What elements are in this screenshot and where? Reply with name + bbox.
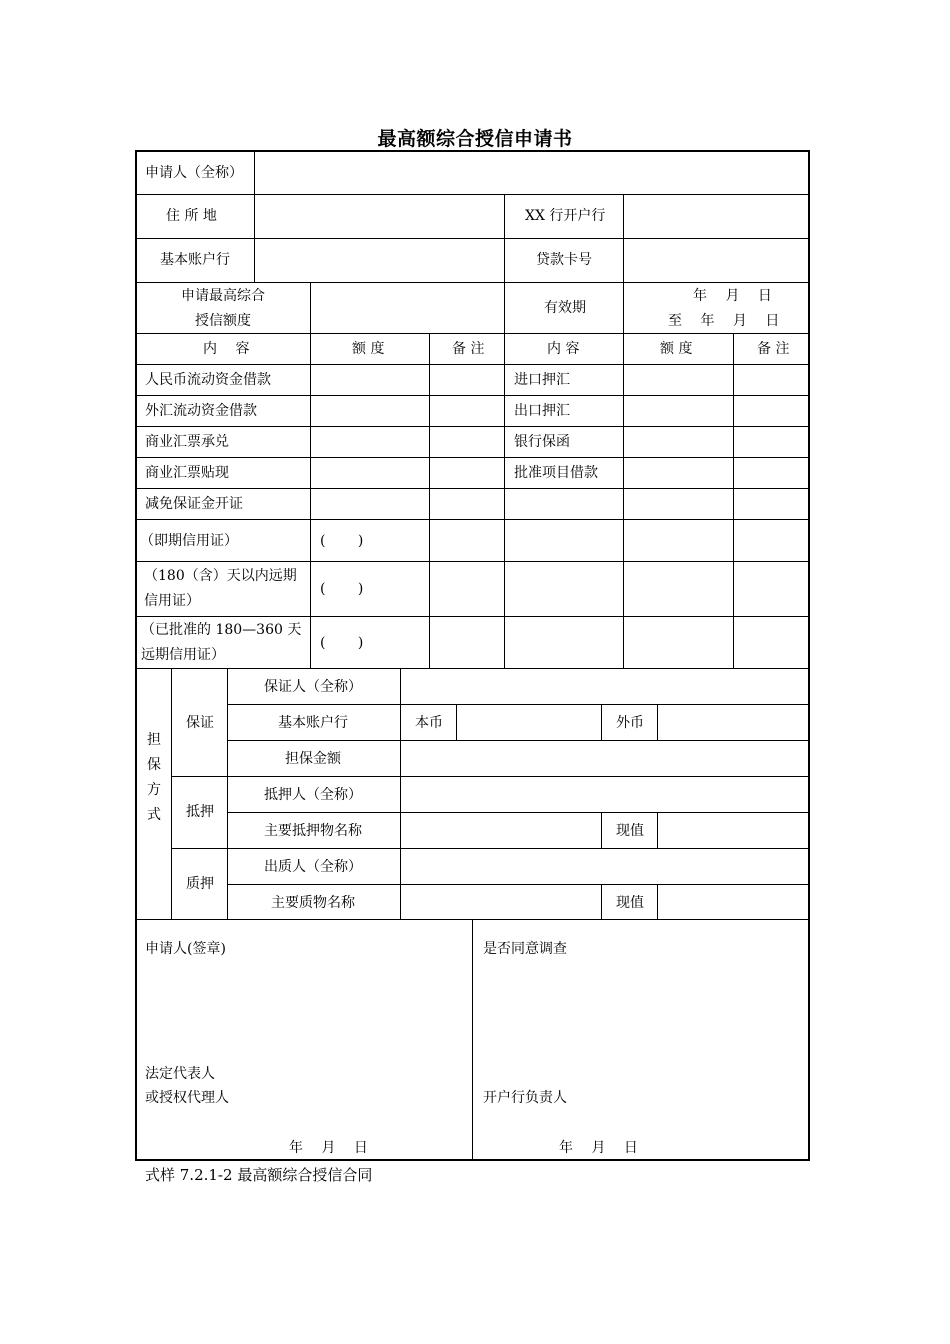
signature-date: 年 月 日: [559, 1140, 638, 1156]
credit-item: 减免保证金开证: [145, 496, 243, 512]
mortgage-item-label: 主要抵押物名称: [264, 823, 362, 839]
col-divider: [456, 704, 457, 740]
column-header-content: 内 容: [203, 341, 250, 357]
col-divider: [472, 919, 473, 1160]
row-divider: [136, 457, 809, 458]
credit-item: 商业汇票贴现: [145, 465, 229, 481]
row-divider: [171, 848, 809, 849]
credit-item: （已批准的 180—360 天远期信用证）: [141, 622, 302, 663]
row-divider: [136, 364, 809, 365]
mortgagor-label: 抵押人（全称）: [264, 787, 362, 803]
row-divider: [227, 884, 809, 885]
credit-amount-label: 申请最高综合: [181, 288, 265, 304]
survey-approval-label: 是否同意调查: [483, 941, 567, 957]
row-divider: [136, 616, 809, 617]
pledgor-label: 出质人（全称）: [264, 859, 362, 875]
col-divider: [504, 194, 505, 668]
col-divider: [601, 812, 602, 848]
applicant-seal-label: 申请人(签章): [145, 941, 226, 957]
col-divider: [733, 333, 734, 668]
row-divider: [136, 395, 809, 396]
col-divider: [254, 151, 255, 282]
col-divider: [601, 884, 602, 919]
col-divider: [429, 333, 430, 668]
col-divider: [601, 704, 602, 740]
row-divider: [136, 561, 809, 562]
row-divider: [136, 519, 809, 520]
column-header-note: 备 注: [452, 341, 485, 357]
credit-amount-label: 授信额度: [195, 313, 251, 329]
guarantee-amount-label: 担保金额: [285, 751, 341, 767]
row-divider: [136, 282, 809, 283]
form-title: 最高额综合授信申请书: [377, 128, 573, 150]
row-divider: [171, 776, 809, 777]
applicant-label: 申请人（全称）: [145, 165, 243, 181]
column-header-amount: 额 度: [660, 341, 693, 357]
mortgage-type-label: 抵押: [186, 804, 214, 820]
credit-item: 商业汇票承兑: [145, 434, 229, 450]
col-divider: [657, 884, 658, 919]
credit-item: 人民币流动资金借款: [145, 372, 271, 388]
col-divider: [657, 704, 658, 740]
amount-placeholder: ( ): [320, 581, 364, 597]
present-value-label: 现值: [616, 895, 644, 911]
signature-date: 年 月 日: [289, 1140, 368, 1156]
branch-head-label: 开户行负责人: [483, 1090, 567, 1106]
col-divider: [657, 812, 658, 848]
row-divider: [136, 238, 809, 239]
row-divider: [227, 812, 809, 813]
loan-card-label: 贷款卡号: [536, 252, 592, 268]
row-divider: [136, 426, 809, 427]
authorized-agent-label: 或授权代理人: [145, 1090, 229, 1106]
basic-account-label: 基本账户行: [160, 252, 230, 268]
pledge-type-label: 质押: [186, 876, 214, 892]
foreign-currency-label: 外币: [616, 715, 644, 731]
credit-item: 外汇流动资金借款: [145, 403, 257, 419]
guarantee-method-label: 担保方式: [147, 732, 161, 823]
row-divider: [136, 488, 809, 489]
credit-item: （即期信用证）: [140, 533, 238, 549]
column-header-amount: 额 度: [352, 341, 385, 357]
col-divider: [310, 282, 311, 668]
col-divider: [400, 668, 401, 919]
column-header-content: 内 容: [547, 341, 580, 357]
validity-end-date: 至 年 月 日: [668, 313, 780, 329]
col-divider: [623, 194, 624, 668]
validity-label: 有效期: [544, 300, 586, 316]
col-divider: [171, 668, 172, 919]
col-divider: [227, 668, 228, 919]
credit-item: （180（含）天以内远期信用证）: [144, 568, 297, 609]
credit-item: 进口押汇: [514, 372, 570, 388]
local-currency-label: 本币: [415, 715, 443, 731]
address-label: 住 所 地: [166, 208, 217, 224]
credit-item: 出口押汇: [514, 403, 570, 419]
credit-item: 银行保函: [514, 434, 570, 450]
credit-item: 批准项目借款: [514, 465, 598, 481]
row-divider: [136, 668, 809, 669]
row-divider: [136, 194, 809, 195]
validity-start-date: 年 月 日: [693, 288, 772, 304]
legal-representative-label: 法定代表人: [145, 1066, 215, 1082]
row-divider: [227, 704, 809, 705]
row-divider: [136, 333, 809, 334]
guarantor-label: 保证人（全称）: [264, 679, 362, 695]
pledge-item-label: 主要质物名称: [271, 895, 355, 911]
form-footer-caption: 式样 7.2.1-2 最高额综合授信合同: [145, 1166, 373, 1184]
row-divider: [227, 740, 809, 741]
amount-placeholder: ( ): [320, 533, 364, 549]
column-header-note: 备 注: [757, 341, 790, 357]
present-value-label: 现值: [616, 823, 644, 839]
guarantee-type-label: 保证: [186, 715, 214, 731]
bank-branch-label: XX 行开户行: [525, 208, 606, 224]
amount-placeholder: ( ): [320, 635, 364, 651]
guarantor-account-label: 基本账户行: [278, 715, 348, 731]
